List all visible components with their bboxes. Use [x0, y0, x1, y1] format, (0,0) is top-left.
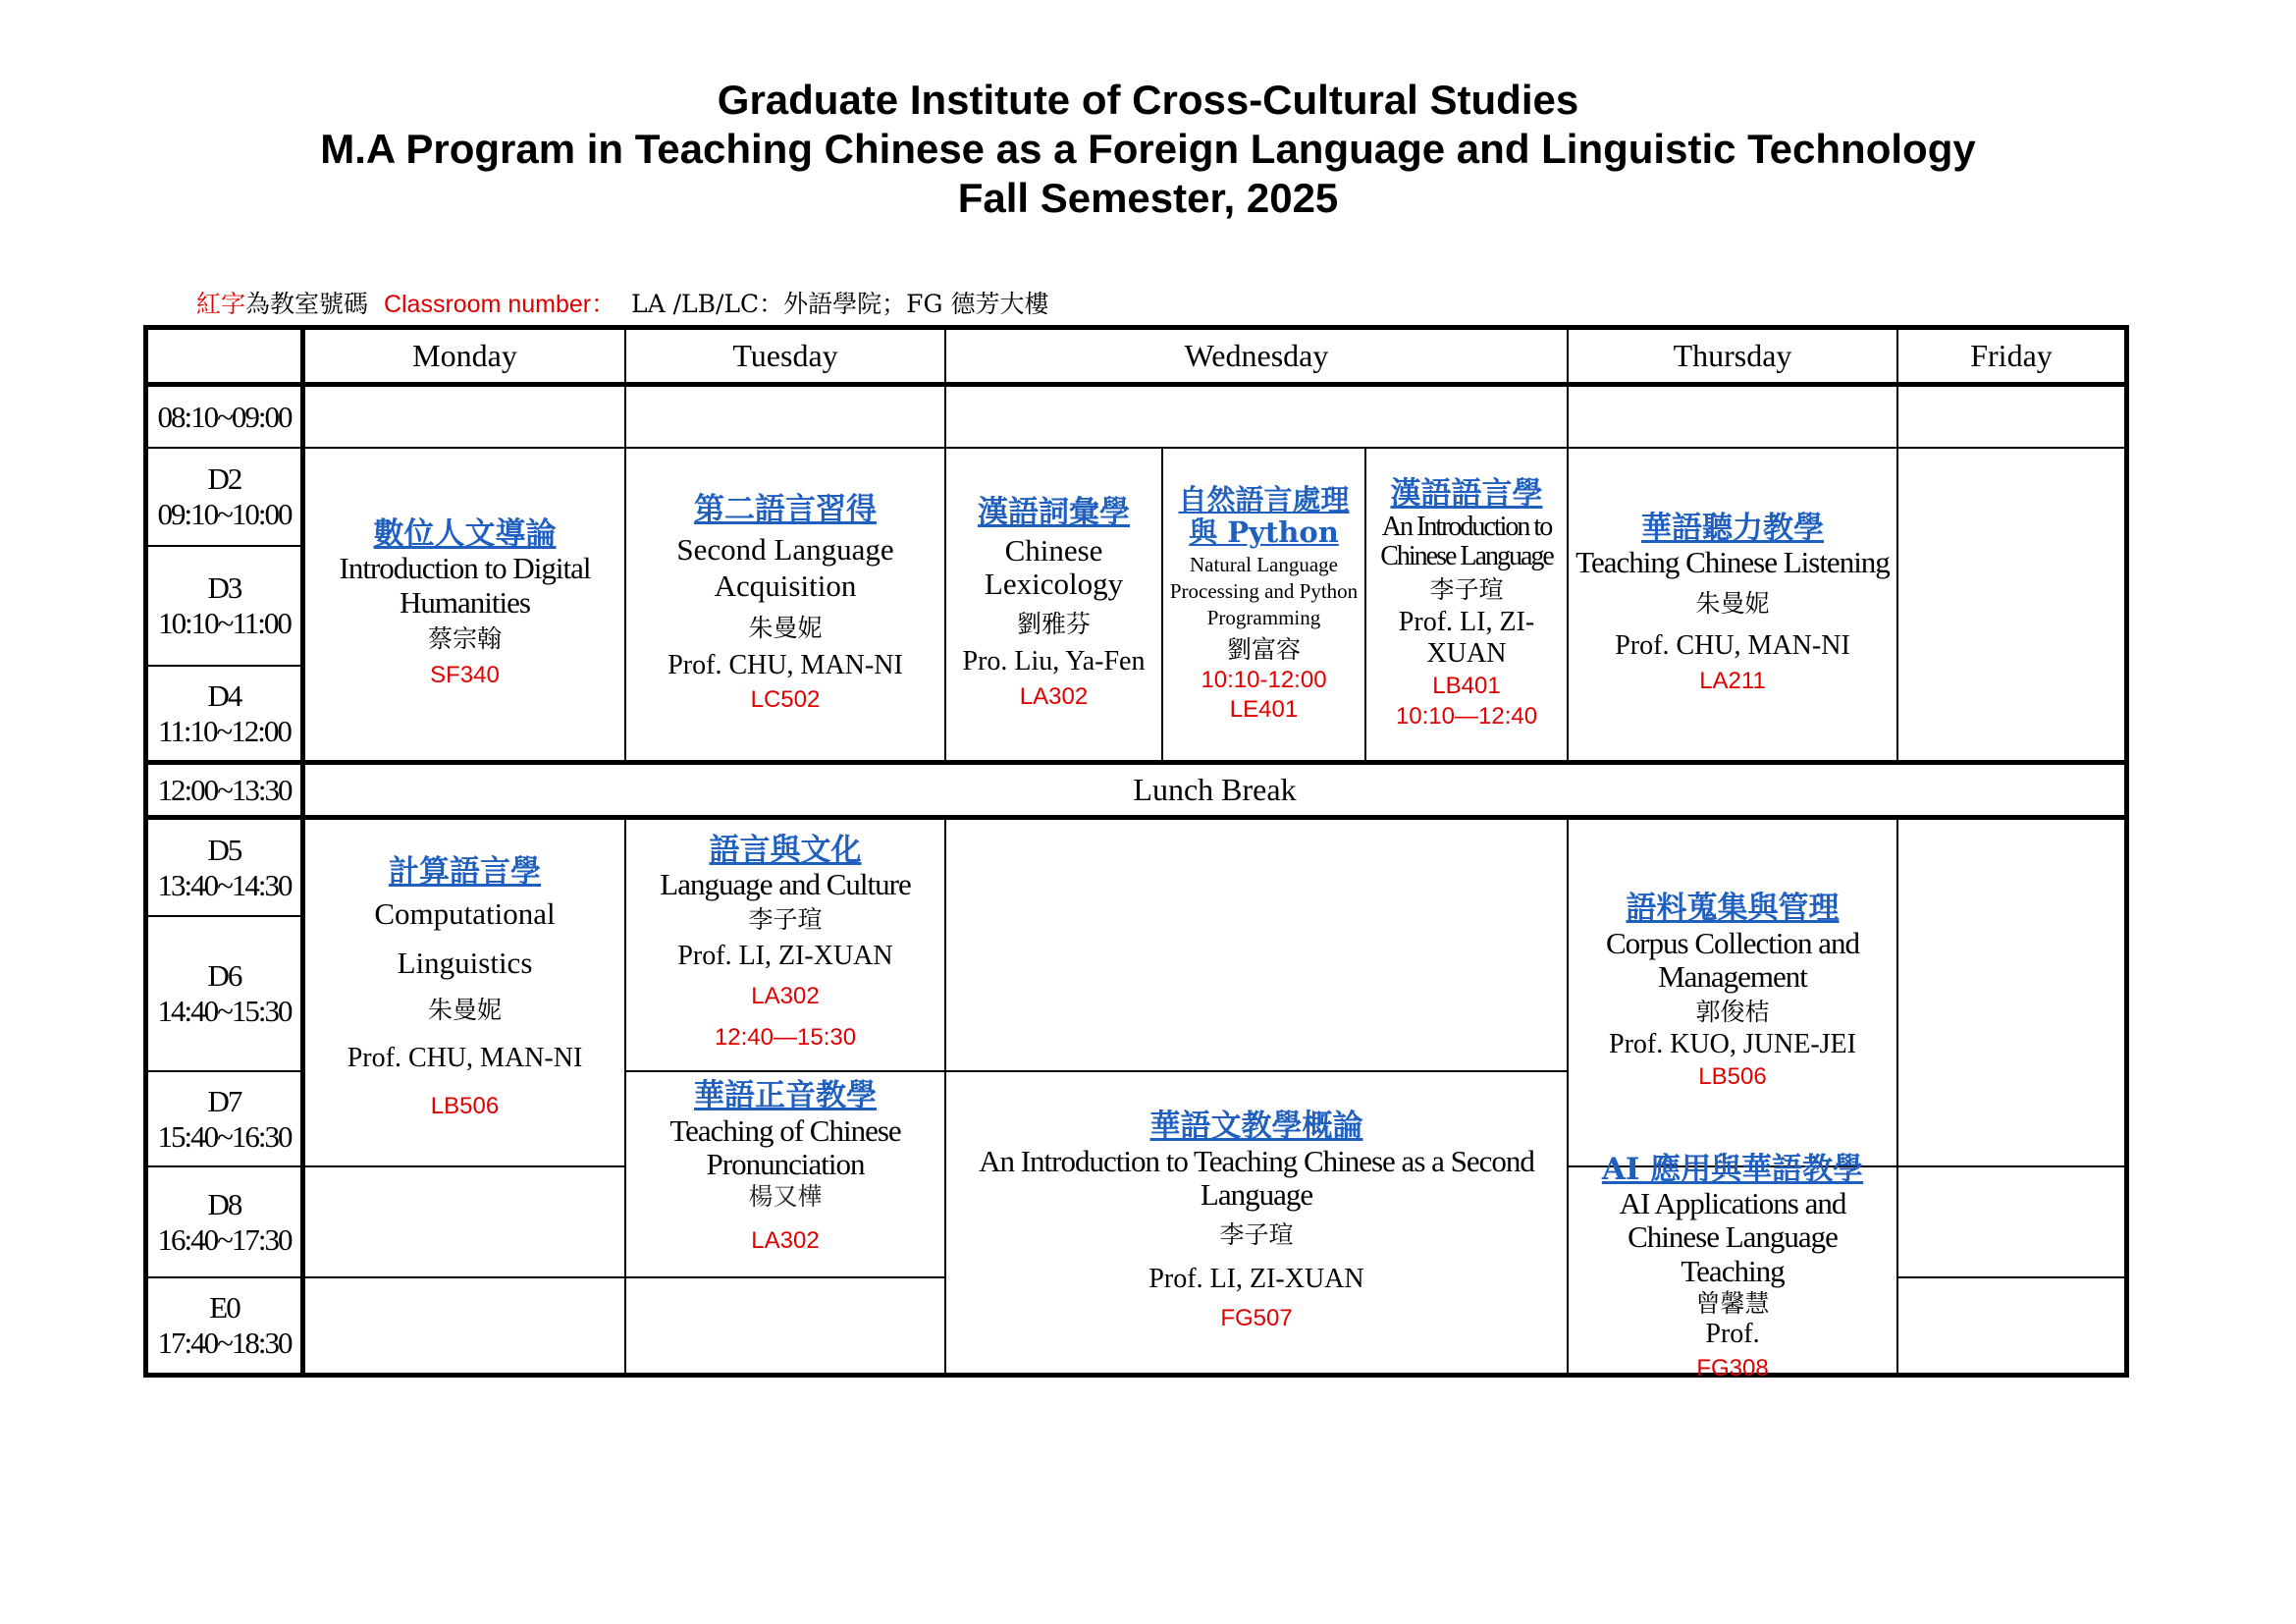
- period-d2: D2 09:10~10:00: [148, 449, 305, 547]
- period-d4: D4 11:10~12:00: [148, 667, 305, 765]
- course-en-title: Natural Language Processing and Python Programming: [1169, 552, 1359, 630]
- period-d7: D7 15:40~16:30: [148, 1072, 305, 1167]
- period-d6: D6 14:40~15:30: [148, 917, 305, 1072]
- course-teacher: 朱曼妮: [427, 996, 502, 1025]
- day-monday: Monday: [305, 330, 626, 387]
- course-room: LA302: [1019, 682, 1089, 710]
- course-prof: Prof. KUO, JUNE-JEI: [1609, 1029, 1856, 1060]
- course-zh-title: 計算語言學: [389, 853, 541, 890]
- course-room: LA302: [751, 1227, 820, 1255]
- course-teacher: 蔡宗翰: [427, 623, 502, 653]
- course-room: LA302: [751, 983, 820, 1010]
- day-friday: Friday: [1898, 330, 2124, 387]
- course-room: FG308: [1696, 1354, 1769, 1381]
- day-tuesday: Tuesday: [626, 330, 946, 387]
- course-teacher: 曾馨慧: [1695, 1288, 1770, 1318]
- course-teacher: 郭俊桔: [1695, 997, 1770, 1026]
- course-en-title: AI Applications and Chinese Language Teaching: [1619, 1186, 1846, 1288]
- course-tue-am: [626, 449, 946, 765]
- empty-fri-am: [1898, 449, 2124, 765]
- course-room: SF340: [430, 661, 500, 688]
- legend-buildings: LA /LB/LC：外語學院；FG 德芳大樓: [631, 290, 1049, 318]
- course-teacher: 李子瑄: [748, 905, 823, 935]
- classroom-legend: [196, 285, 1048, 320]
- empty-wed-p0: [946, 387, 1569, 449]
- course-room: FG507: [1220, 1305, 1293, 1332]
- course-zh-title: 語言與文化: [709, 832, 862, 868]
- course-en-title: Language and Culture: [660, 867, 911, 902]
- course-teacher: 朱曼妮: [1695, 589, 1770, 619]
- course-room: LB506: [430, 1093, 500, 1120]
- course-thu-pm-2: [1569, 1151, 1898, 1381]
- title-institute: Graduate Institute of Cross-Cultural Studies: [717, 77, 1579, 123]
- period-e0: E0 17:40~18:30: [148, 1278, 305, 1373]
- empty-mon-d8: [305, 1167, 626, 1278]
- empty-mon-e0: [305, 1278, 626, 1373]
- course-wed-am-3: [1366, 449, 1569, 765]
- legend-part1: 為教室號碼: [245, 290, 369, 318]
- course-room: LE401: [1229, 696, 1299, 724]
- course-en-title: Teaching of Chinese Pronunciation: [669, 1112, 901, 1181]
- course-teacher: 朱曼妮: [748, 613, 823, 642]
- empty-thu-p0: [1569, 387, 1898, 449]
- course-prof: Prof. LI, ZI-XUAN: [1148, 1264, 1364, 1295]
- course-room: LB506: [1698, 1063, 1767, 1091]
- course-teacher: 楊又樺: [748, 1181, 823, 1211]
- legend-red-label: 紅字: [196, 290, 246, 318]
- course-mon-am: [305, 449, 626, 765]
- timetable: [143, 325, 2129, 1381]
- empty-fri-d8: [1898, 1167, 2124, 1278]
- course-thu-pm-1: [1569, 820, 1898, 1167]
- course-tue-pm-1: [626, 820, 946, 1072]
- course-en-title: Corpus Collection and Management: [1606, 925, 1859, 994]
- course-en-title: An Introduction to Chinese Language: [1380, 511, 1553, 572]
- lunch-break: Lunch Break: [305, 765, 2124, 820]
- course-wed-am-1: [946, 449, 1163, 765]
- course-wed-pm: [946, 1072, 1569, 1373]
- empty-wed-d5-d6: [946, 820, 1569, 1072]
- period-d3: D3 10:10~11:00: [148, 547, 305, 667]
- course-en-title: Computational: [374, 896, 556, 932]
- day-wednesday: Wednesday: [946, 330, 1569, 387]
- period-lunch: 12:00~13:30: [148, 765, 305, 820]
- empty-tue-e0: [626, 1278, 946, 1373]
- course-en-title: Chinese Lexicology: [984, 533, 1124, 602]
- course-room: LA211: [1699, 667, 1766, 694]
- course-prof: Prof. LI, ZI-XUAN: [1398, 607, 1535, 670]
- course-teacher: 李子瑄: [1429, 575, 1504, 605]
- course-zh-title: 華語聽力教學: [1641, 510, 1824, 546]
- course-zh-title: 華語文教學概論: [1149, 1109, 1363, 1145]
- empty-tue-p0: [626, 387, 946, 449]
- course-thu-am: [1569, 449, 1898, 765]
- course-room: LB401: [1432, 672, 1501, 699]
- course-tue-pm-2: [626, 1072, 946, 1278]
- course-zh-title: 漢語語言學: [1390, 476, 1543, 512]
- course-time: 10:10-12:00: [1201, 667, 1327, 694]
- course-teacher: 劉雅芬: [1016, 610, 1091, 639]
- course-en-title: Second Language Acquisition: [676, 532, 894, 604]
- course-time: 10:10—12:40: [1395, 702, 1538, 730]
- legend-classroom-number: Classroom number：: [383, 291, 616, 318]
- course-zh-title: 第二語言習得: [694, 491, 877, 527]
- period-d5: D5 13:40~14:30: [148, 820, 305, 917]
- title-program: M.A Program in Teaching Chinese as a Foreign Language and Linguistic Technology: [320, 126, 1976, 172]
- title-semester: Fall Semester, 2025: [957, 175, 1339, 221]
- course-mon-pm: [305, 820, 626, 1167]
- period-d8: D8 16:40~17:30: [148, 1167, 305, 1278]
- course-prof: Prof. CHU, MAN-NI: [667, 649, 903, 680]
- course-zh-title: 華語正音教學: [694, 1078, 877, 1114]
- period-p0: 08:10~09:00: [148, 387, 305, 449]
- course-zh-title-2: 與 Python: [1189, 515, 1339, 550]
- course-prof: Prof.: [1705, 1319, 1760, 1350]
- course-prof: Prof. LI, ZI-XUAN: [677, 940, 893, 971]
- empty-mon-p0: [305, 387, 626, 449]
- course-zh-title: 數位人文導論: [373, 515, 557, 552]
- course-prof: Prof. CHU, MAN-NI: [1615, 630, 1850, 662]
- course-teacher: 李子瑄: [1219, 1219, 1294, 1249]
- course-room: LC502: [750, 685, 821, 713]
- course-zh-title: 漢語詞彙學: [978, 494, 1130, 530]
- empty-fri-p0: [1898, 387, 2124, 449]
- empty-fri-e0: [1898, 1278, 2124, 1373]
- course-en-title: Teaching Chinese Listening: [1575, 545, 1890, 580]
- course-prof: Prof. CHU, MAN-NI: [347, 1042, 583, 1073]
- course-wed-am-2: [1163, 449, 1366, 765]
- course-zh-title: AI 應用與華語教學: [1601, 1151, 1864, 1187]
- course-prof: Pro. Liu, Ya-Fen: [962, 646, 1146, 677]
- empty-fri-d5-d7: [1898, 820, 2124, 1167]
- course-zh-title: 自然語言處理: [1178, 482, 1350, 516]
- course-en-title-2: Linguistics: [397, 945, 533, 980]
- course-en-title: Introduction to Digital Humanities: [339, 551, 591, 620]
- course-time: 12:40—15:30: [714, 1023, 857, 1051]
- course-zh-title: 語料蒐集與管理: [1626, 891, 1840, 927]
- corner-cell: [148, 330, 305, 387]
- course-en-title: An Introduction to Teaching Chinese as a Second Language: [979, 1143, 1534, 1212]
- course-teacher: 劉富容: [1226, 634, 1301, 664]
- day-thursday: Thursday: [1569, 330, 1898, 387]
